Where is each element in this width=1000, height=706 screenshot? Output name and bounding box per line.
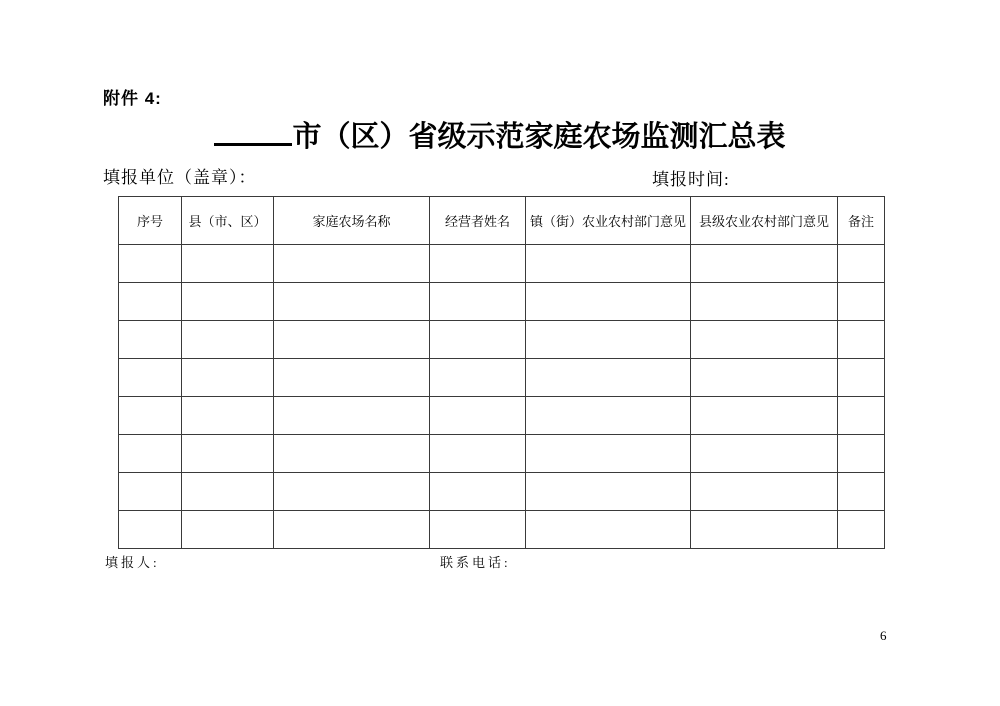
table-cell-empty	[430, 283, 526, 321]
table-cell-empty	[119, 283, 182, 321]
table-cell-empty	[526, 435, 691, 473]
table-cell-empty	[691, 397, 838, 435]
header-county: 县（市、区）	[182, 197, 274, 245]
table-cell-empty	[274, 397, 430, 435]
table-row	[119, 359, 885, 397]
table-cell-empty	[691, 283, 838, 321]
header-remarks: 备注	[838, 197, 885, 245]
table-cell-empty	[838, 511, 885, 549]
filler-label: 填报人:	[105, 555, 160, 570]
table-cell-empty	[691, 435, 838, 473]
table-cell-empty	[430, 321, 526, 359]
table-cell-empty	[274, 511, 430, 549]
header-town-department-opinion: 镇（街）农业农村部门意见	[526, 197, 691, 245]
table-cell-empty	[838, 359, 885, 397]
table-cell-empty	[274, 321, 430, 359]
table-cell-empty	[182, 511, 274, 549]
table-row	[119, 511, 885, 549]
table-cell-empty	[838, 245, 885, 283]
table-cell-empty	[430, 397, 526, 435]
table-cell-empty	[274, 473, 430, 511]
table-row	[119, 435, 885, 473]
header-county-department-opinion: 县级农业农村部门意见	[691, 197, 838, 245]
table-row	[119, 321, 885, 359]
table-cell-empty	[182, 473, 274, 511]
table-cell-empty	[182, 283, 274, 321]
table-cell-empty	[182, 321, 274, 359]
table-row	[119, 245, 885, 283]
table-cell-empty	[526, 245, 691, 283]
table-cell-empty	[526, 321, 691, 359]
document-title-row	[0, 116, 1000, 157]
table-cell-empty	[526, 473, 691, 511]
table-cell-empty	[274, 283, 430, 321]
table-cell-empty	[430, 245, 526, 283]
table-cell-empty	[119, 245, 182, 283]
table-cell-empty	[838, 435, 885, 473]
table-header-row	[119, 197, 885, 245]
table-cell-empty	[691, 321, 838, 359]
table-cell-empty	[838, 321, 885, 359]
table-body	[119, 245, 885, 549]
table-cell-empty	[182, 435, 274, 473]
monitoring-summary-table	[118, 196, 885, 549]
table-cell-empty	[274, 435, 430, 473]
table-cell-empty	[691, 473, 838, 511]
table-cell-empty	[119, 321, 182, 359]
table-cell-empty	[119, 397, 182, 435]
table-cell-empty	[838, 397, 885, 435]
table-cell-empty	[838, 283, 885, 321]
header-farm-name: 家庭农场名称	[274, 197, 430, 245]
table-cell-empty	[119, 359, 182, 397]
table-cell-empty	[182, 397, 274, 435]
table-cell-empty	[119, 473, 182, 511]
table-cell-empty	[691, 511, 838, 549]
page-number: 6	[880, 628, 887, 643]
table-row	[119, 473, 885, 511]
table-cell-empty	[430, 435, 526, 473]
contact-phone-label: 联系电话:	[440, 555, 511, 570]
reporting-unit-label: 填报单位（盖章）：	[103, 168, 257, 187]
table-cell-empty	[274, 359, 430, 397]
title-blank-underline	[214, 116, 292, 146]
reporting-time-label: 填报时间:	[652, 170, 730, 189]
table-cell-empty	[838, 473, 885, 511]
table-cell-empty	[182, 359, 274, 397]
attachment-label: 附件 4:	[103, 89, 162, 108]
table-cell-empty	[430, 511, 526, 549]
document-title: 市（区）省级示范家庭农场监测汇总表	[292, 121, 786, 153]
table-cell-empty	[526, 283, 691, 321]
table-cell-empty	[430, 359, 526, 397]
table-cell-empty	[430, 473, 526, 511]
table-cell-empty	[526, 397, 691, 435]
table-cell-empty	[526, 511, 691, 549]
table-cell-empty	[119, 435, 182, 473]
table-cell-empty	[691, 359, 838, 397]
header-operator-name: 经营者姓名	[430, 197, 526, 245]
table-cell-empty	[182, 245, 274, 283]
table-cell-empty	[119, 511, 182, 549]
table-row	[119, 397, 885, 435]
table-cell-empty	[691, 245, 838, 283]
table-cell-empty	[526, 359, 691, 397]
table-row	[119, 283, 885, 321]
header-sequence-number: 序号	[119, 197, 182, 245]
table-cell-empty	[274, 245, 430, 283]
